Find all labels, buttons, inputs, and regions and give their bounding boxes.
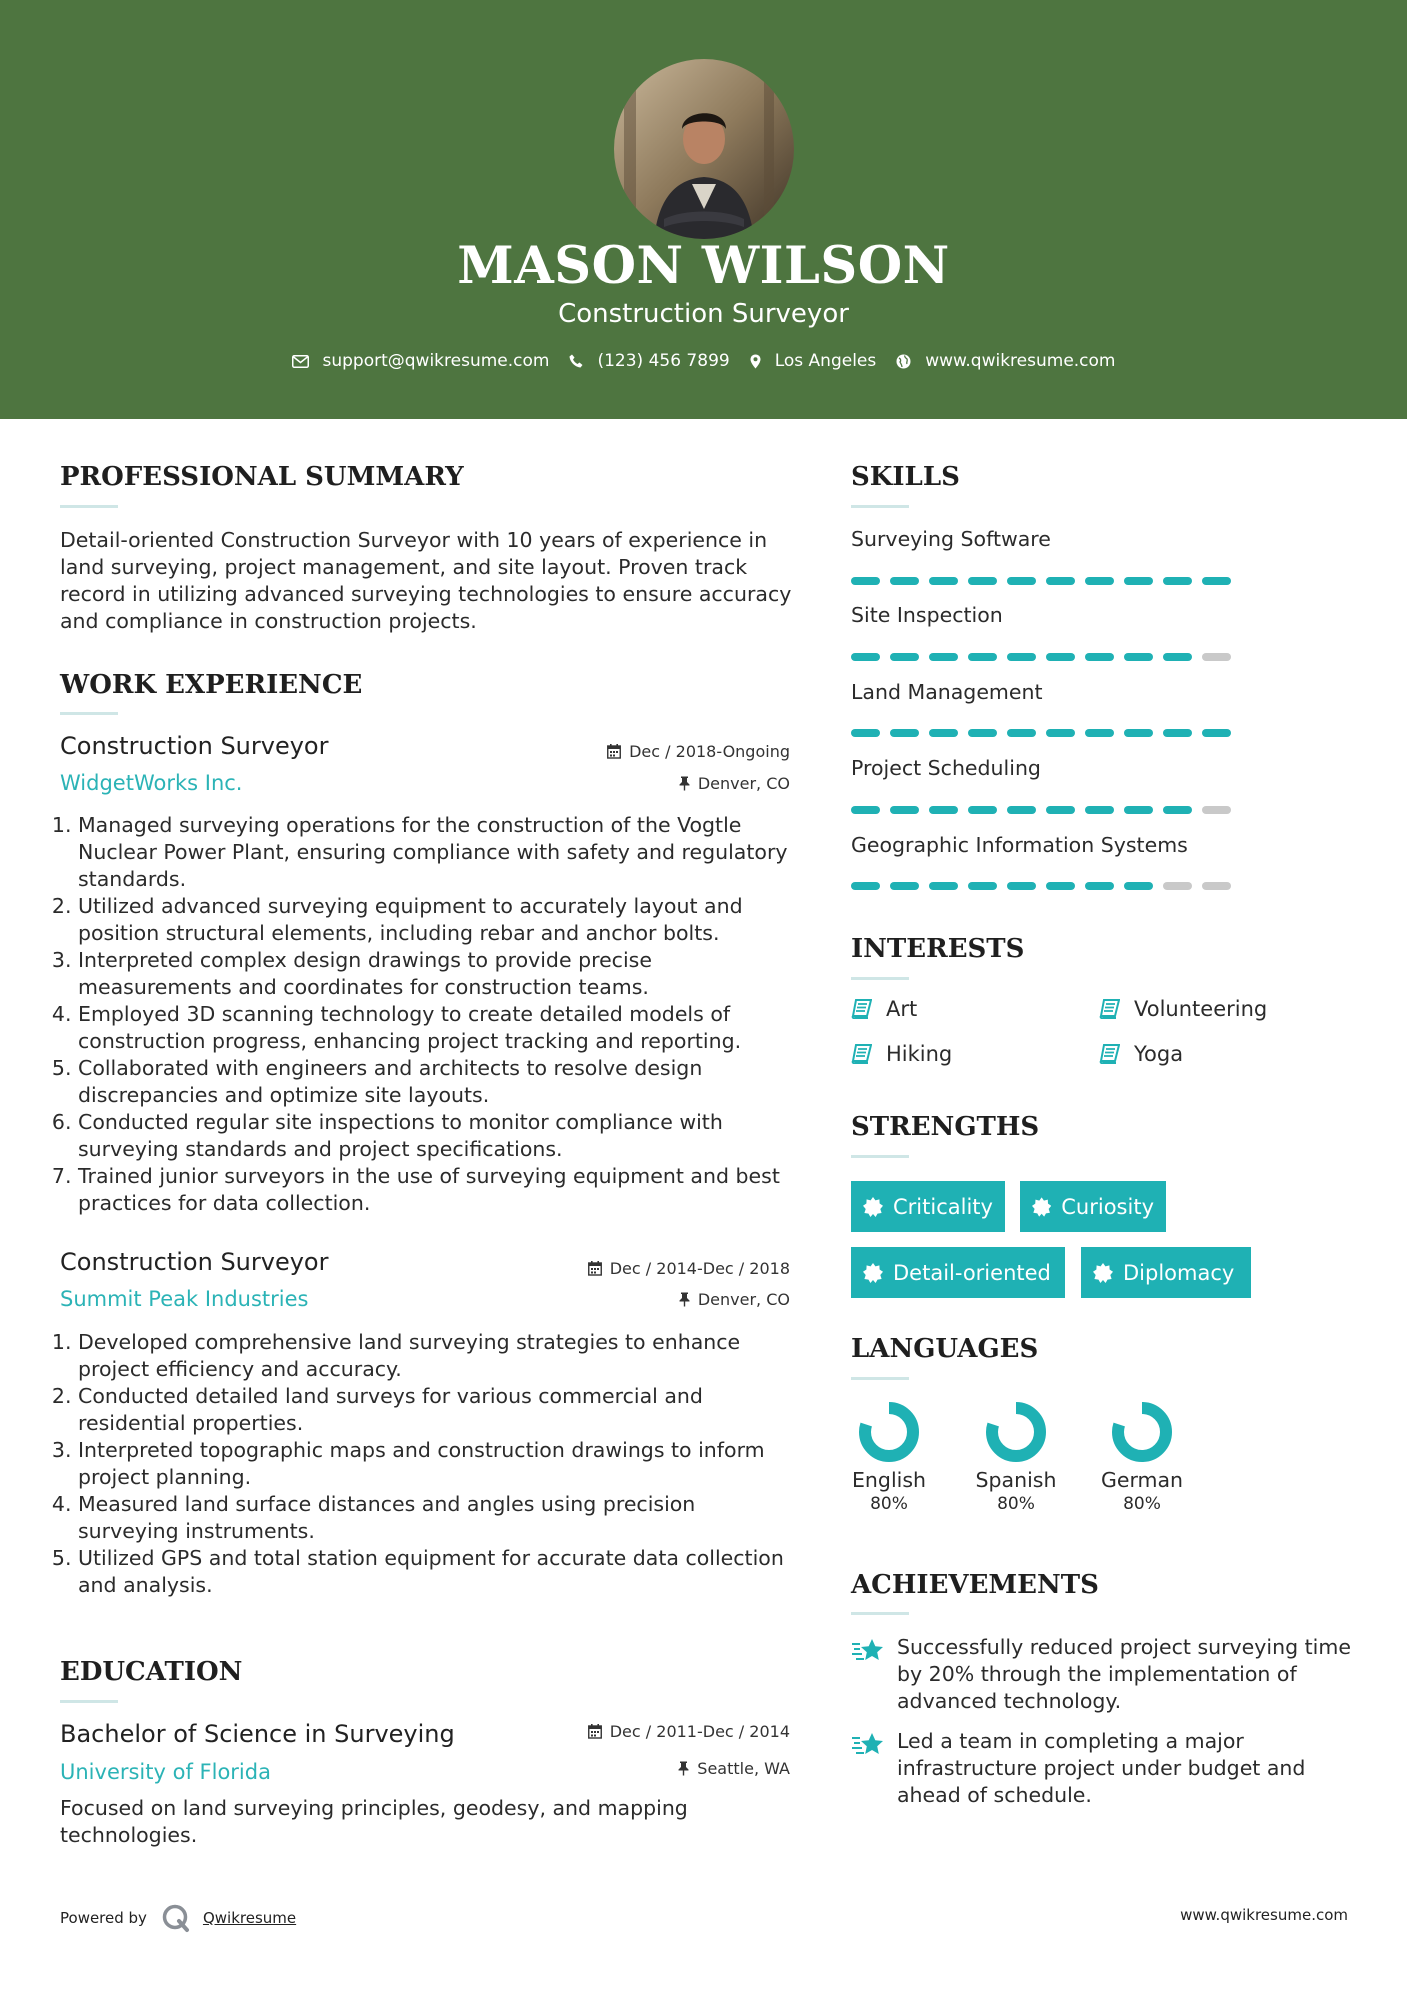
strength-tag [1020,1181,1166,1232]
education-underline [60,1700,118,1703]
skill-dot-filled [1046,729,1075,737]
skill-dot-filled [1046,806,1075,814]
interests-underline [851,977,909,980]
skill-dot-filled [1046,653,1075,661]
interest-label: Art [886,997,918,1021]
profile-photo [614,59,794,239]
summary-heading: PROFESSIONAL SUMMARY [60,462,464,492]
skills-heading: SKILLS [851,462,960,492]
interests-heading: INTERESTS [851,934,1025,964]
skill-dot-filled [1124,577,1153,585]
job-company[interactable]: Summit Peak Industries [60,1287,309,1311]
phone-text: (123) 456 7899 [597,351,730,371]
book-icon [1099,999,1120,1019]
experience-underline [60,712,118,715]
skill-level-bar [851,729,1231,737]
skill-dot-filled [929,577,958,585]
job-dates-text: Dec / 2014-Dec / 2018 [609,1259,790,1278]
list-item: 1. Managed surveying operations for the construction of the Vogtle Nuclear Power Plant, ensuring compliance with safety and regulatory standards. [78,812,800,893]
email-text: support@qwikresume.com [322,351,550,371]
skill-dot-filled [1007,806,1036,814]
skills-underline [851,505,909,508]
list-item: 6. Conducted regular site inspections to monitor compliance with surveying standards and project specifications. [78,1109,800,1163]
footer-powered-by [60,1903,296,1933]
skill-level-bar [851,653,1231,661]
achievement-text: Led a team in completing a major infrastructure project under budget and ahead of schedule. [897,1729,1306,1807]
job-location [679,1290,790,1309]
skill-dot-filled [851,806,880,814]
skill-dot-filled [851,577,880,585]
languages-heading: LANGUAGES [851,1334,1039,1364]
job-title: Construction Surveyor [60,1248,329,1276]
achievements-heading: ACHIEVEMENTS [851,1570,1099,1600]
powered-by-label: Powered by [60,1909,147,1927]
list-item: 1. Developed comprehensive land surveying strategies to enhance project efficiency and accuracy. [78,1329,800,1383]
degree-title: Bachelor of Science in Surveying [60,1720,455,1748]
skill-name: Project Scheduling [851,756,1041,780]
star-icon [851,1638,885,1664]
list-item: 2. Utilized advanced surveying equipment to accurately layout and position structural elements, including rebar and anchor bolts. [78,893,800,947]
skill-dot-filled [851,729,880,737]
achievement-text: Successfully reduced project surveying time by 20% through the implementation of advanced technology. [897,1635,1351,1713]
star-icon [851,1732,885,1758]
language-percent: 80% [870,1494,908,1514]
skill-dot-filled [1007,577,1036,585]
skill-dot-filled [1163,729,1192,737]
interest-item [851,997,917,1021]
language-name: English [851,1468,927,1492]
skill-dot-filled [929,882,958,890]
list-item: 5. Utilized GPS and total station equipment for accurate data collection and analysis. [78,1545,800,1599]
skill-dot-filled [1163,577,1192,585]
phone-icon [569,354,583,368]
skill-dot-filled [1124,653,1153,661]
list-item: 5. Collaborated with engineers and architects to resolve design discrepancies and optimize site layouts. [78,1055,800,1109]
skill-dot-filled [890,653,919,661]
skill-dot-filled [1085,653,1114,661]
candidate-name: MASON WILSON [457,236,950,296]
job-company[interactable]: WidgetWorks Inc. [60,771,243,795]
job-bullets [60,812,800,1217]
job-bullet-list [60,1329,800,1599]
skill-dot-filled [1007,653,1036,661]
list-item: 7. Trained junior surveyors in the use of surveying equipment and best practices for data collection. [78,1163,800,1217]
education-description: Focused on land surveying principles, geodesy, and mapping technologies. [60,1796,688,1847]
envelope-icon [292,355,309,368]
skill-dot-empty [1202,882,1231,890]
list-item: 4. Employed 3D scanning technology to create detailed models of construction progress, enhancing project tracking and reporting. [78,1001,800,1055]
list-item: 3. Interpreted topographic maps and construction drawings to inform project planning. [78,1437,800,1491]
skill-dot-filled [929,806,958,814]
strength-tag [851,1247,1065,1298]
achievement-item [851,1728,1351,1809]
location-text: Los Angeles [774,351,877,371]
skill-dot-filled [890,577,919,585]
skill-dot-filled [929,653,958,661]
language-ring [857,1400,921,1464]
skill-name: Site Inspection [851,603,1003,627]
summary-underline [60,505,118,508]
list-item: 2. Conducted detailed land surveys for various commercial and residential properties. [78,1383,800,1437]
map-pin-icon [750,354,761,369]
skill-dot-filled [1085,806,1114,814]
footer-website[interactable]: www.qwikresume.com [1180,1906,1348,1924]
skill-dot-filled [968,729,997,737]
skill-level-bar [851,806,1231,814]
language-item [834,1400,944,1514]
experience-heading: WORK EXPERIENCE [60,670,363,700]
calendar-icon [607,744,621,759]
job-title: Construction Surveyor [60,732,329,760]
book-icon [1099,1044,1120,1064]
language-ring [1110,1400,1174,1464]
pushpin-icon [679,776,690,791]
language-percent: 80% [997,1494,1035,1514]
skill-dot-filled [1124,882,1153,890]
achievements-underline [851,1612,909,1615]
contact-email[interactable] [292,351,550,371]
book-icon [851,1044,872,1064]
education-dates-text: Dec / 2011-Dec / 2014 [609,1722,790,1741]
skill-dot-filled [851,653,880,661]
strength-label: Diplomacy [1123,1260,1235,1285]
skill-dot-filled [1202,729,1231,737]
skill-dot-filled [968,806,997,814]
skill-level-bar [851,577,1231,585]
candidate-title: Construction Surveyor [558,299,849,329]
skill-dot-filled [1046,882,1075,890]
strength-label: Detail-oriented [893,1260,1051,1285]
book-icon [851,999,872,1019]
skill-dot-filled [1124,806,1153,814]
language-name: Spanish [975,1468,1057,1492]
job-bullet-list [60,812,800,1217]
education-heading: EDUCATION [60,1657,243,1687]
skill-dot-empty [1163,882,1192,890]
pushpin-icon [678,1761,689,1776]
skill-dot-filled [1163,653,1192,661]
interest-label: Hiking [886,1042,953,1066]
qwikresume-link[interactable]: Qwikresume [202,1909,297,1927]
list-item: 4. Measured land surface distances and angles using precision surveying instruments. [78,1491,800,1545]
interest-item [851,1042,952,1066]
interest-label: Volunteering [1134,997,1268,1021]
skill-name: Surveying Software [851,527,1051,551]
skill-dot-filled [968,882,997,890]
skill-dot-filled [890,806,919,814]
language-ring [984,1400,1048,1464]
contact-bar [0,351,1407,371]
job-bullets [60,1329,800,1599]
skill-dot-filled [968,577,997,585]
skill-name: Land Management [851,680,1043,704]
skill-dot-filled [968,653,997,661]
job-location-text: Denver, CO [697,774,790,793]
website-text: www.qwikresume.com [925,351,1116,371]
education-location-text: Seattle, WA [697,1759,790,1778]
languages-underline [851,1377,909,1380]
achievement-item [851,1634,1351,1715]
badge-icon [1032,1197,1051,1217]
skill-dot-filled [1202,577,1231,585]
education-dates [588,1722,790,1741]
contact-website[interactable] [896,351,1115,371]
pushpin-icon [679,1292,690,1307]
job-location-text: Denver, CO [697,1290,790,1309]
language-name: German [1100,1468,1184,1492]
education-location [678,1759,790,1778]
calendar-icon [588,1261,602,1276]
badge-icon [863,1197,883,1217]
summary-text: Detail-oriented Construction Surveyor with 10 years of experience in land surveying, project management, and site layout. Proven track record in utilizing advanced surveying technologies to ensure accuracy and compliance in construction projects. [60,528,792,633]
badge-icon [863,1263,883,1283]
skill-dot-filled [1007,882,1036,890]
job-dates-text: Dec / 2018-Ongoing [629,742,790,761]
skill-dot-empty [1202,806,1231,814]
skill-dot-filled [1046,577,1075,585]
language-percent: 80% [1123,1494,1161,1514]
skill-name: Geographic Information Systems [851,833,1188,857]
skill-level-bar [851,882,1231,890]
job-dates [588,1259,790,1278]
skill-dot-filled [890,882,919,890]
calendar-icon [588,1724,602,1739]
skill-dot-filled [929,729,958,737]
skill-dot-filled [890,729,919,737]
badge-icon [1093,1263,1113,1283]
skill-dot-filled [1163,806,1192,814]
qwikresume-logo-icon [161,1903,191,1933]
list-item: 3. Interpreted complex design drawings to provide precise measurements and coordinates for construction teams. [78,947,800,1001]
school-name[interactable]: University of Florida [60,1760,271,1784]
skill-dot-filled [1007,729,1036,737]
skill-dot-empty [1202,653,1231,661]
interest-item [1099,1042,1183,1066]
strength-label: Curiosity [1061,1194,1154,1219]
globe-icon [896,354,911,369]
strengths-heading: STRENGTHS [851,1112,1040,1142]
job-dates [607,742,790,761]
language-item [961,1400,1071,1514]
strength-tag [1081,1247,1251,1298]
interest-label: Yoga [1134,1042,1184,1066]
contact-phone[interactable] [569,351,729,371]
skill-dot-filled [1085,577,1114,585]
skill-dot-filled [1085,729,1114,737]
interest-item [1099,997,1267,1021]
skill-dot-filled [1085,882,1114,890]
job-location [679,774,790,793]
contact-location [750,351,877,371]
strength-label: Criticality [893,1194,993,1219]
strengths-underline [851,1155,909,1158]
strength-tag [851,1181,1005,1232]
skill-dot-filled [851,882,880,890]
language-item [1087,1400,1197,1514]
skill-dot-filled [1124,729,1153,737]
